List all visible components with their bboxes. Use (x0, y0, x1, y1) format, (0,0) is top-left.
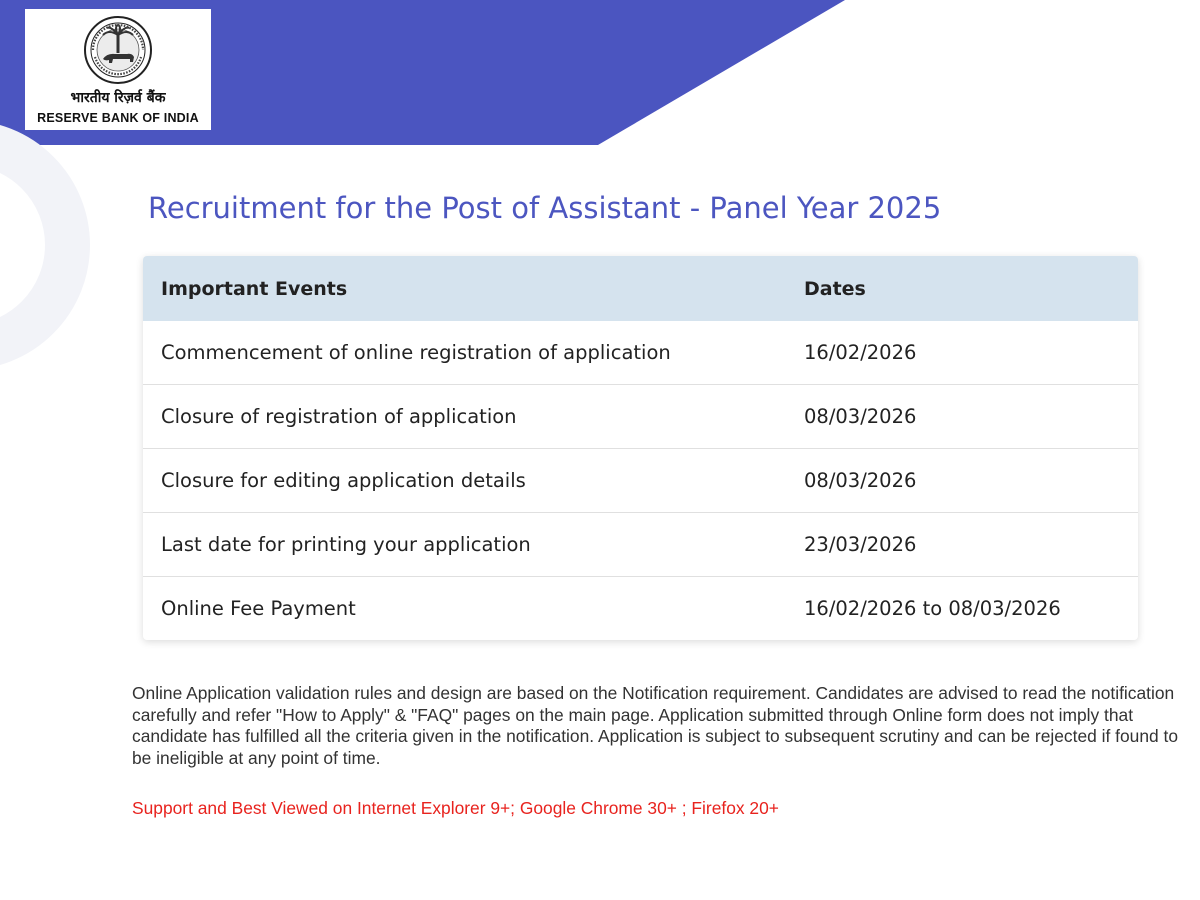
table-row (143, 321, 1138, 385)
application-notice: Online Application validation rules and design are based on the Notification requirement. Candidates are advised to read the notification carefully and refer "How to Apply" & "FAQ" pages on the main page. Application submitted through Online form does not imply that candidate has fulfilled all the criteria given in the notification. Application is subject to subsequent scrutiny and can be rejected if found to be ineligible at any point of time. (132, 683, 1179, 768)
important-events-card (143, 256, 1138, 640)
header-important-events: Important Events (143, 256, 786, 321)
table-row (143, 385, 1138, 449)
event-name: Commencement of online registration of application (161, 341, 671, 364)
event-date: 08/03/2026 (786, 449, 1138, 513)
page-title: Recruitment for the Post of Assistant - Panel Year 2025 (148, 191, 942, 225)
event-date: 23/03/2026 (786, 513, 1138, 577)
browser-support-note: Support and Best Viewed on Internet Explorer 9+; Google Chrome 30+ ; Firefox 20+ (132, 798, 779, 818)
event-name: Online Fee Payment (143, 577, 786, 641)
event-name: Closure for editing application details (143, 449, 786, 513)
event-name: Closure of registration of application (143, 385, 786, 449)
table-row (143, 577, 1138, 641)
logo-hindi-name: भारतीय रिज़र्व बैंक (70, 90, 166, 106)
background-decoration (0, 120, 90, 370)
table-row (143, 449, 1138, 513)
logo-english-name: RESERVE BANK OF INDIA (37, 111, 199, 125)
rbi-seal-icon (83, 15, 153, 85)
table-header-row (143, 256, 1138, 321)
event-date: 08/03/2026 (786, 385, 1138, 449)
header-dates: Dates (786, 256, 1138, 321)
rbi-logo (25, 9, 211, 130)
event-date: 16/02/2026 to 08/03/2026 (786, 577, 1138, 641)
event-date: 16/02/2026 (804, 341, 917, 364)
important-events-table (143, 256, 1138, 640)
event-name: Last date for printing your application (143, 513, 786, 577)
table-row (143, 513, 1138, 577)
